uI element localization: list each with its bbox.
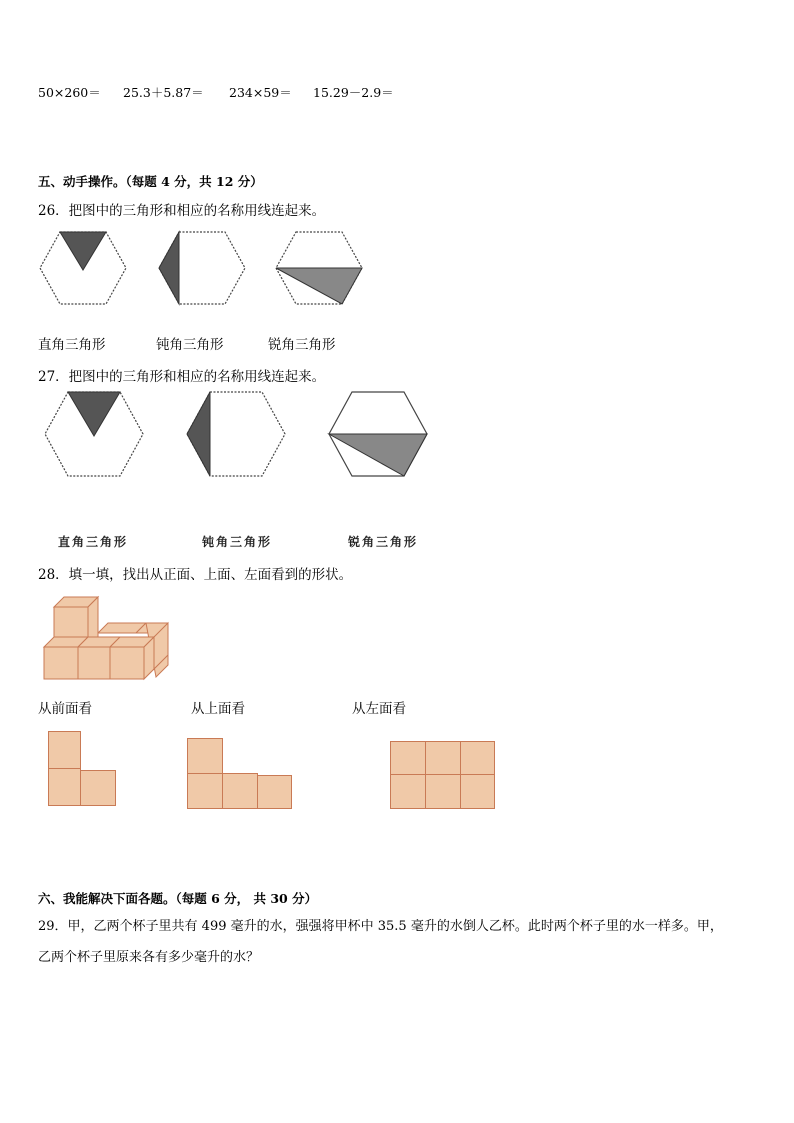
- section5-title: 五、动手操作。（每题 4 分，共 12 分）: [38, 174, 263, 189]
- q27-prompt: 27．把图中的三角形和相应的名称用线连起来。: [38, 369, 326, 385]
- q27-hexagon-1: [43, 390, 145, 478]
- calc-item-2: 25.3＋5.87＝: [123, 85, 204, 100]
- calc-item-1: 50×260＝: [38, 85, 101, 100]
- q27-shaded-triangle-1: [68, 392, 120, 436]
- q27-hexagon-3: [327, 390, 429, 478]
- q26-label-acute: 锐角三角形: [268, 337, 336, 353]
- q27-label-right: 直角三角形: [58, 535, 129, 549]
- q28-view-left: [390, 741, 496, 810]
- q26-hexagon-1: [38, 230, 128, 306]
- q29-line-2: 乙两个杯子里原来各有多少毫升的水？: [38, 950, 260, 965]
- q26-shaded-triangle-3: [276, 268, 362, 304]
- q26-prompt: 26．把图中的三角形和相应的名称用线连起来。: [38, 203, 326, 219]
- q28-label-front: 从前面看: [38, 701, 92, 717]
- q27-shaded-triangle-2: [187, 392, 210, 476]
- q27-hexagon-2: [185, 390, 287, 478]
- q28-label-left: 从左面看: [352, 701, 406, 717]
- q26-hexagon-2: [157, 230, 247, 306]
- q27-label-acute: 锐角三角形: [348, 535, 419, 549]
- calc-item-4: 15.29－2.9＝: [313, 85, 394, 100]
- q27-shaded-triangle-3: [329, 434, 427, 476]
- q26-shaded-triangle-1: [60, 232, 106, 270]
- q28-prompt: 28．填一填，找出从正面、上面、左面看到的形状。: [38, 567, 353, 583]
- q26-label-right: 直角三角形: [38, 337, 106, 353]
- q28-view-front: [48, 731, 118, 807]
- q26-hexagon-3: [274, 230, 364, 306]
- q26-shaded-triangle-2: [159, 232, 179, 304]
- q26-label-obtuse: 钝角三角形: [156, 337, 224, 353]
- q28-cube-stack: [42, 591, 172, 683]
- section6-title: 六、我能解决下面各题。（每题 6 分， 共 30 分）: [38, 891, 318, 906]
- q27-label-obtuse: 钝角三角形: [202, 535, 273, 549]
- q29-line-1: 29．甲，乙两个杯子里共有 499 毫升的水，强强将甲杯中 35.5 毫升的水倒人乙杯。此时两个杯子里的水一样多。甲，: [38, 919, 723, 934]
- q28-label-top: 从上面看: [191, 701, 245, 717]
- calc-item-3: 234×59＝: [229, 85, 292, 100]
- q28-view-top: [187, 738, 293, 810]
